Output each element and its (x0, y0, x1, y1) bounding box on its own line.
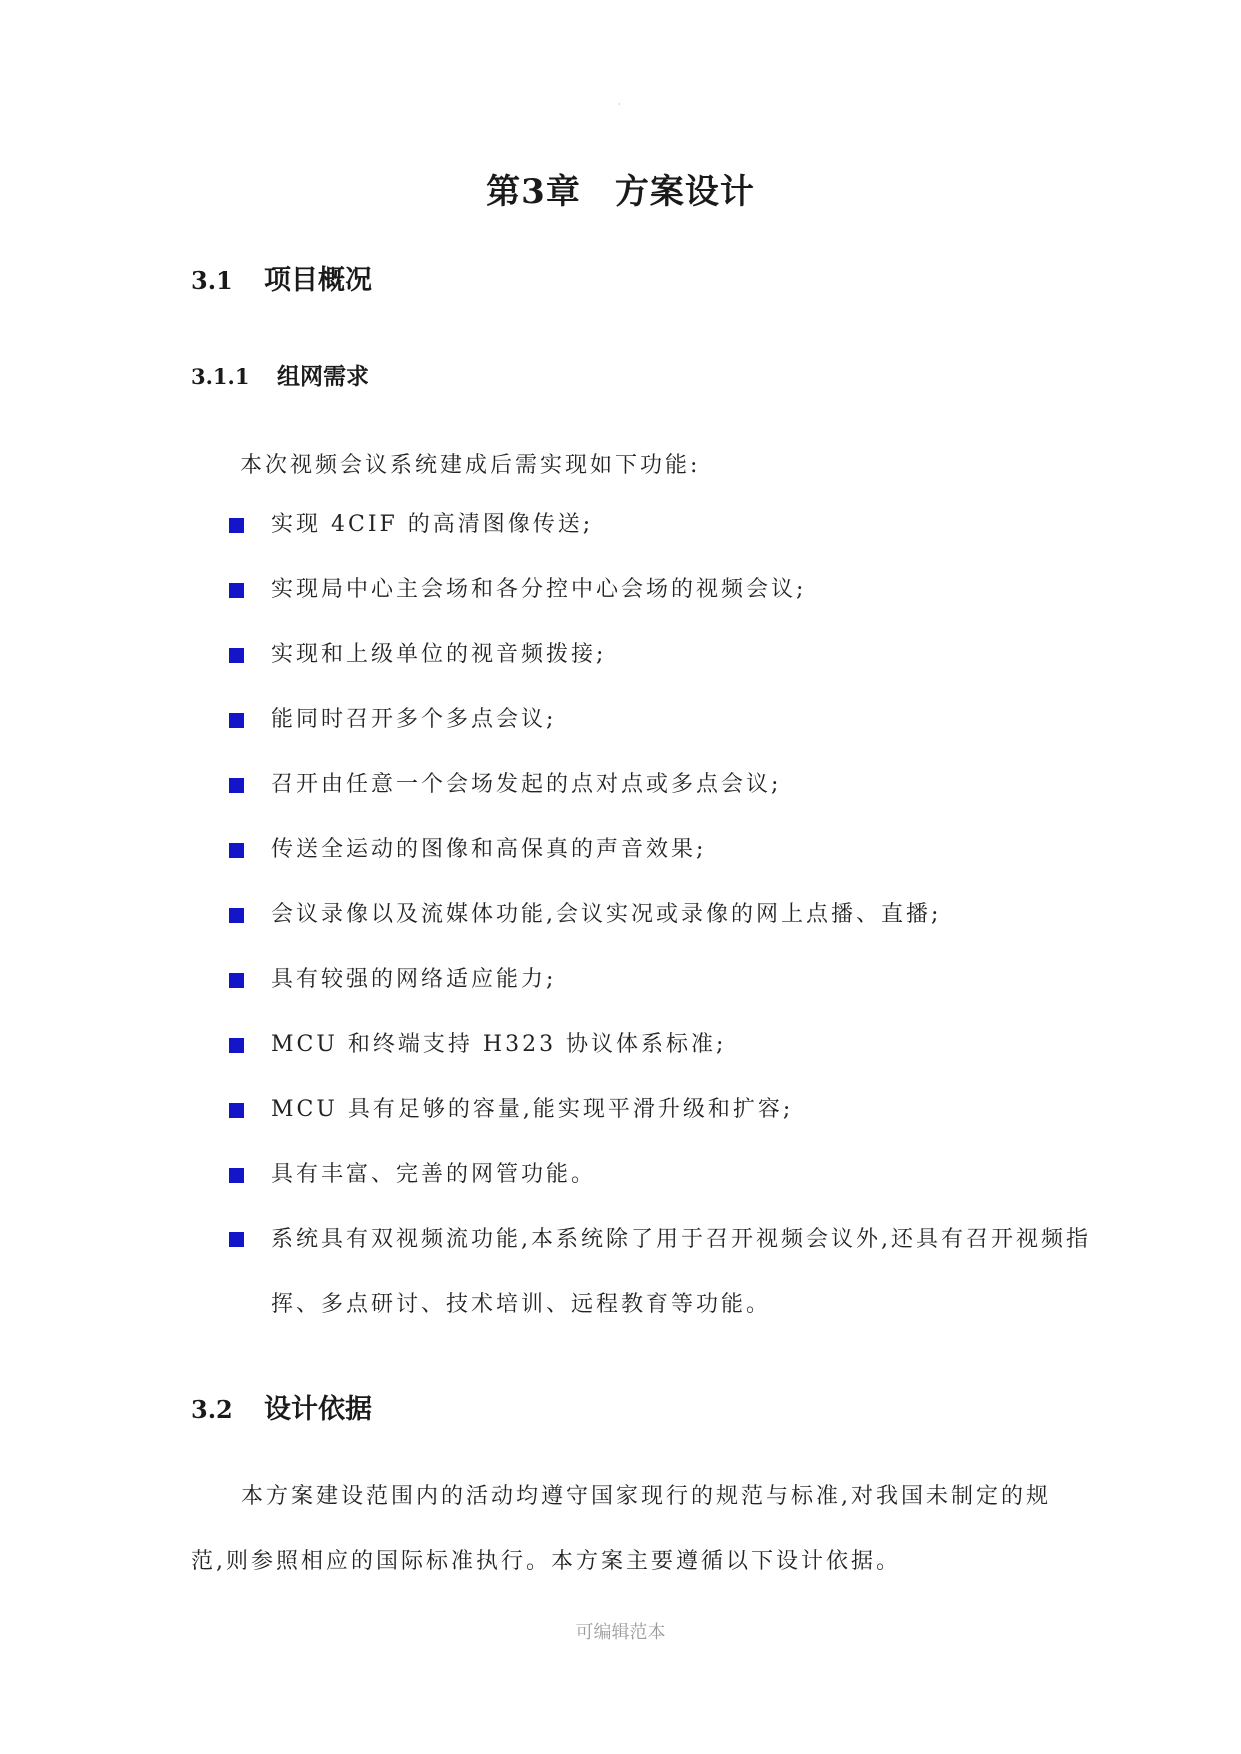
list-item-text: MCU 和终端支持 H323 协议体系标准; (271, 1032, 727, 1057)
list-item-text: 传送全运动的图像和高保真的声音效果; (271, 837, 707, 862)
section-title: 项目概况 (264, 265, 372, 296)
design-basis-paragraph: 本方案建设范围内的活动均遵守国家现行的规范与标准,对我国未制定的规范,则参照相应的国际标准执行。本方案主要遵循以下设计依据。 (191, 1484, 1051, 1574)
subsection-title: 组网需求 (277, 363, 369, 390)
section-heading-3-2 (191, 1387, 372, 1426)
square-bullet-icon (229, 908, 244, 923)
list-item (229, 965, 1091, 1030)
square-bullet-icon (229, 1038, 244, 1053)
list-item-text: MCU 具有足够的容量,能实现平滑升级和扩容; (271, 1097, 794, 1122)
square-bullet-icon (229, 583, 244, 598)
intro-paragraph: 本次视频会议系统建成后需实现如下功能: (240, 453, 701, 478)
list-item-text: 具有较强的网络适应能力; (271, 967, 557, 992)
square-bullet-icon (229, 778, 244, 793)
footer-watermark: 可编辑范本 (575, 1622, 666, 1643)
list-item-text: 实现 4CIF 的高清图像传送; (271, 512, 594, 537)
section-number: 3.1 (191, 266, 233, 295)
list-item (229, 575, 1091, 640)
chapter-number: 第3章 (486, 172, 581, 212)
square-bullet-icon (229, 1232, 244, 1247)
list-item (229, 640, 1091, 705)
chapter-name: 方案设计 (614, 172, 755, 212)
square-bullet-icon (229, 713, 244, 728)
section-title: 设计依据 (264, 1394, 372, 1425)
list-item-text: 能同时召开多个多点会议; (271, 707, 557, 732)
chapter-title (0, 164, 1241, 213)
list-item (229, 510, 1091, 575)
square-bullet-icon (229, 648, 244, 663)
square-bullet-icon (229, 973, 244, 988)
section-heading-3-1 (191, 258, 372, 297)
subsection-heading-3-1-1 (191, 358, 369, 391)
header-mark: · (618, 100, 621, 109)
list-item (229, 770, 1091, 835)
list-item-text: 实现局中心主会场和各分控中心会场的视频会议; (271, 577, 807, 602)
list-item (229, 1030, 1091, 1095)
list-item (229, 705, 1091, 770)
requirements-list (229, 510, 1091, 1337)
list-item (229, 835, 1091, 900)
list-item-text: 召开由任意一个会场发起的点对点或多点会议; (271, 772, 782, 797)
list-item (229, 1207, 1091, 1337)
section-number: 3.2 (191, 1395, 233, 1424)
list-item-text: 具有丰富、完善的网管功能。 (271, 1162, 597, 1187)
list-item-text: 系统具有双视频流功能,本系统除了用于召开视频会议外,还具有召开视频指挥、多点研讨、技术培训、远程教育等功能。 (271, 1227, 1091, 1317)
square-bullet-icon (229, 1168, 244, 1183)
square-bullet-icon (229, 518, 244, 533)
list-item (229, 900, 1091, 965)
list-item-text: 实现和上级单位的视音频拨接; (271, 642, 607, 667)
square-bullet-icon (229, 1103, 244, 1118)
list-item-text: 会议录像以及流媒体功能,会议实况或录像的网上点播、直播; (271, 902, 942, 927)
square-bullet-icon (229, 843, 244, 858)
subsection-number: 3.1.1 (191, 364, 250, 389)
list-item (229, 1095, 1091, 1160)
